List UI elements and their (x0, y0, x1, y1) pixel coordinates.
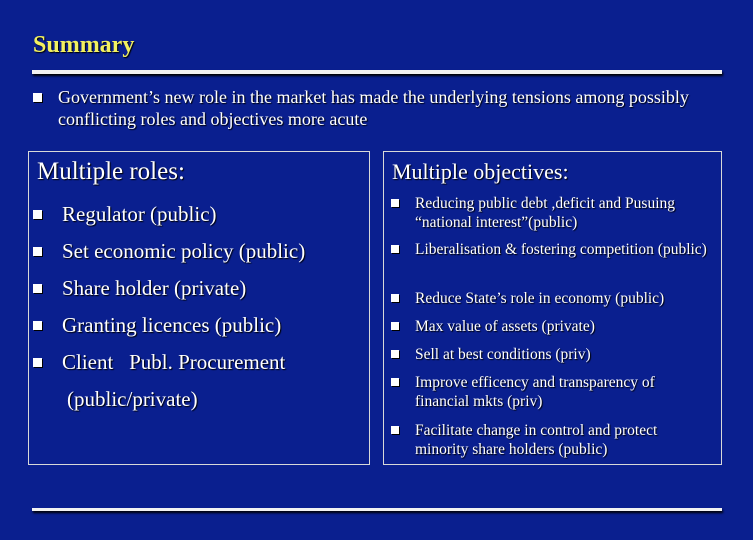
list-item-label: Share holder (private) (62, 276, 247, 300)
list-item-label: Granting licences (public) (62, 313, 282, 337)
list-item (33, 196, 217, 233)
list-item-label: Max value of assets (private) (415, 318, 595, 335)
list-item (391, 317, 711, 336)
roles-panel (28, 151, 370, 465)
intro-bullet (32, 86, 712, 130)
list-item-label: Reduce State’s role in economy (public) (415, 290, 665, 307)
footer-divider (32, 508, 722, 511)
list-item (33, 344, 285, 418)
list-item-label: Set economic policy (public) (62, 239, 306, 263)
square-bullet-icon (33, 321, 42, 330)
list-item-label: Sell at best conditions (priv) (415, 346, 591, 363)
list-item (391, 194, 711, 232)
square-bullet-icon (391, 350, 399, 358)
list-item (391, 373, 711, 411)
square-bullet-icon (391, 378, 399, 386)
list-item (33, 270, 246, 307)
list-item (391, 345, 711, 364)
list-item-label: Facilitate change in control and protect minority share holders (public) (415, 422, 658, 458)
list-item (33, 233, 305, 270)
list-item (33, 307, 281, 344)
list-item-label: Regulator (public) (62, 202, 217, 226)
list-item-label: Reducing public debt ,deficit and Pusuing “national interest”(public) (415, 195, 676, 231)
square-bullet-icon (33, 358, 42, 367)
square-bullet-icon (391, 322, 399, 330)
list-item (391, 240, 711, 259)
square-bullet-icon (391, 294, 399, 302)
list-item-label: Liberalisation & fostering competition (public) (415, 241, 707, 258)
roles-heading: Multiple roles: (37, 158, 185, 185)
list-item-label: Improve efficency and transparency of financial mkts (priv) (415, 374, 655, 410)
slide-title: Summary (33, 32, 135, 58)
square-bullet-icon (33, 93, 42, 102)
square-bullet-icon (391, 199, 399, 207)
square-bullet-icon (33, 210, 42, 219)
title-divider (32, 70, 722, 74)
list-item-label: Client Publ. Procurement (62, 350, 286, 374)
list-item (391, 421, 711, 459)
objectives-panel (383, 151, 722, 465)
square-bullet-icon (33, 247, 42, 256)
square-bullet-icon (391, 426, 399, 434)
square-bullet-icon (33, 284, 42, 293)
intro-text: Government’s new role in the market has made the underlying tensions among possibly conflicting roles and objectives more acute (58, 87, 689, 129)
list-item-label-continued: (public/private) (67, 387, 198, 411)
square-bullet-icon (391, 245, 399, 253)
list-item (391, 289, 711, 308)
objectives-heading: Multiple objectives: (392, 159, 569, 184)
